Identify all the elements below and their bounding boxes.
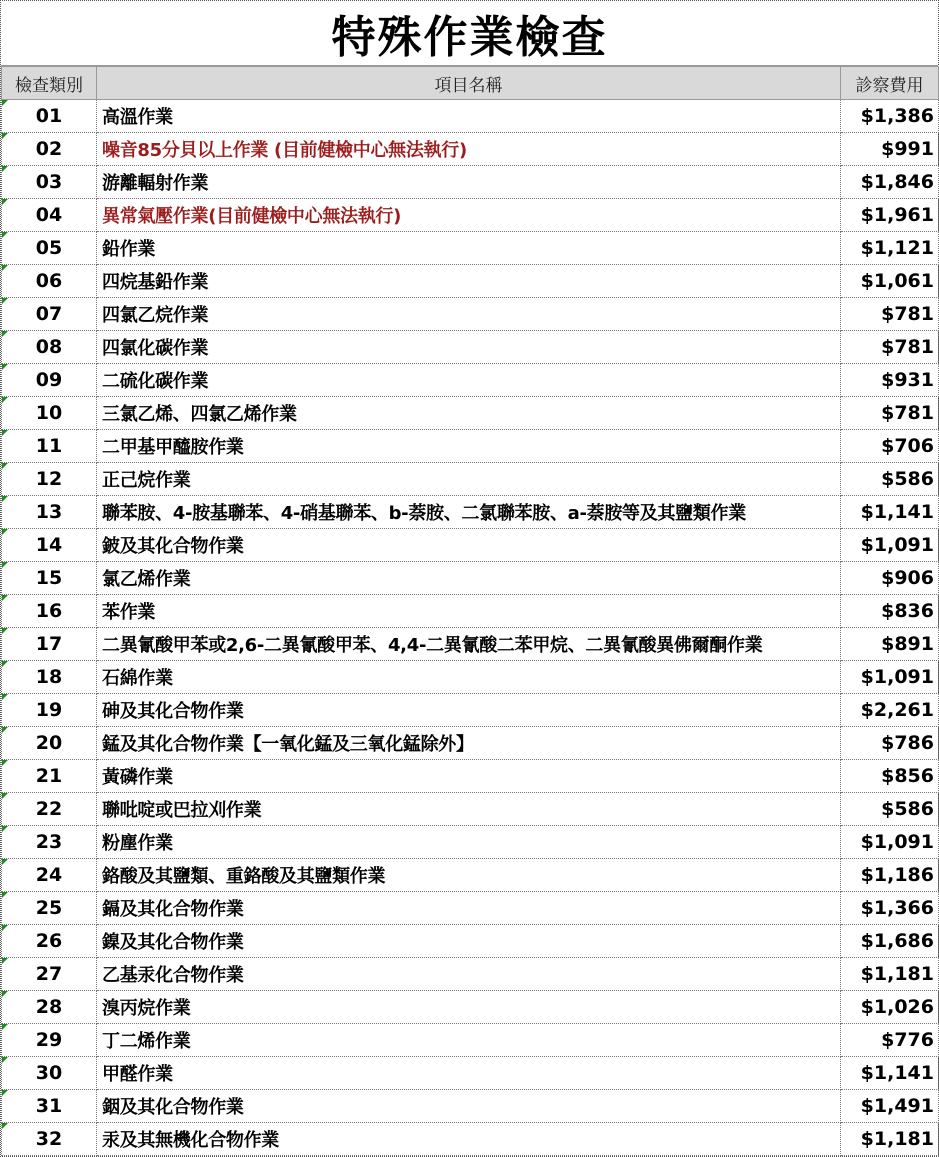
table-row	[2, 199, 939, 232]
category-code-cell[interactable]: 15	[2, 562, 97, 595]
item-name-cell[interactable]: 四烷基鉛作業	[97, 265, 841, 298]
table-row	[2, 1090, 939, 1123]
item-name-cell[interactable]: 砷及其化合物作業	[97, 694, 841, 727]
fee-cell[interactable]: $1,141	[841, 1057, 939, 1090]
item-name-cell[interactable]: 鉻酸及其鹽類、重鉻酸及其鹽類作業	[97, 859, 841, 892]
table-row	[2, 562, 939, 595]
category-code-cell[interactable]: 23	[2, 826, 97, 859]
category-code-cell[interactable]: 25	[2, 892, 97, 925]
table-row	[2, 958, 939, 991]
table-body	[2, 100, 939, 1156]
fee-cell[interactable]: $1,026	[841, 991, 939, 1024]
table-row	[2, 166, 939, 199]
table-row	[2, 496, 939, 529]
category-code-cell[interactable]: 12	[2, 463, 97, 496]
fee-cell[interactable]: $836	[841, 595, 939, 628]
category-code-cell[interactable]: 24	[2, 859, 97, 892]
fee-cell[interactable]: $781	[841, 331, 939, 364]
fee-cell[interactable]: $2,261	[841, 694, 939, 727]
category-code-cell[interactable]: 21	[2, 760, 97, 793]
table-row	[2, 694, 939, 727]
table-row	[2, 727, 939, 760]
page-title: 特殊作業檢查	[1, 1, 938, 66]
category-code-cell[interactable]: 03	[2, 166, 97, 199]
item-name-cell[interactable]: 二甲基甲醯胺作業	[97, 430, 841, 463]
fee-cell[interactable]: $1,091	[841, 529, 939, 562]
fee-cell[interactable]: $1,386	[841, 100, 939, 133]
category-code-cell[interactable]: 09	[2, 364, 97, 397]
table-row	[2, 760, 939, 793]
fee-cell[interactable]: $1,686	[841, 925, 939, 958]
table-row	[2, 1024, 939, 1057]
item-name-cell[interactable]: 三氯乙烯、四氯乙烯作業	[97, 397, 841, 430]
item-name-cell[interactable]: 石綿作業	[97, 661, 841, 694]
table-row	[2, 529, 939, 562]
item-name-cell[interactable]: 丁二烯作業	[97, 1024, 841, 1057]
category-code-cell[interactable]: 16	[2, 595, 97, 628]
category-code-cell[interactable]: 32	[2, 1123, 97, 1156]
item-name-cell[interactable]: 錳及其化合物作業【一氧化錳及三氧化錳除外】	[97, 727, 841, 760]
table-row	[2, 232, 939, 265]
item-name-cell[interactable]: 二硫化碳作業	[97, 364, 841, 397]
fee-cell[interactable]: $1,366	[841, 892, 939, 925]
item-name-cell[interactable]: 溴丙烷作業	[97, 991, 841, 1024]
table-row	[2, 1123, 939, 1156]
category-code-cell[interactable]: 29	[2, 1024, 97, 1057]
fee-cell[interactable]: $1,091	[841, 661, 939, 694]
item-name-cell[interactable]: 銦及其化合物作業	[97, 1090, 841, 1123]
table-row	[2, 133, 939, 166]
header-row	[2, 67, 939, 100]
fee-cell[interactable]: $1,091	[841, 826, 939, 859]
item-name-cell[interactable]: 四氯化碳作業	[97, 331, 841, 364]
header-category[interactable]: 檢查類別	[2, 67, 97, 100]
category-code-cell[interactable]: 28	[2, 991, 97, 1024]
table-row	[2, 892, 939, 925]
table-row	[2, 364, 939, 397]
category-code-cell[interactable]: 10	[2, 397, 97, 430]
item-name-cell[interactable]: 聯苯胺、4-胺基聯苯、4-硝基聯苯、b-萘胺、二氯聯苯胺、a-萘胺等及其鹽類作業	[97, 496, 841, 529]
fee-cell[interactable]: $1,961	[841, 199, 939, 232]
fee-cell[interactable]: $1,141	[841, 496, 939, 529]
item-name-cell[interactable]: 正己烷作業	[97, 463, 841, 496]
exam-fee-table	[1, 66, 939, 1156]
item-name-cell[interactable]: 汞及其無機化合物作業	[97, 1123, 841, 1156]
item-name-cell[interactable]: 黃磷作業	[97, 760, 841, 793]
header-fee[interactable]: 診察費用	[841, 67, 939, 100]
fee-cell[interactable]: $781	[841, 298, 939, 331]
table-row	[2, 661, 939, 694]
category-code-cell[interactable]: 05	[2, 232, 97, 265]
fee-cell[interactable]: $586	[841, 463, 939, 496]
category-code-cell[interactable]: 22	[2, 793, 97, 826]
table-row	[2, 397, 939, 430]
fee-cell[interactable]: $906	[841, 562, 939, 595]
fee-cell[interactable]: $856	[841, 760, 939, 793]
category-code-cell[interactable]: 07	[2, 298, 97, 331]
item-name-cell[interactable]: 鈹及其化合物作業	[97, 529, 841, 562]
fee-cell[interactable]: $1,181	[841, 1123, 939, 1156]
item-name-cell[interactable]: 苯作業	[97, 595, 841, 628]
category-code-cell[interactable]: 26	[2, 925, 97, 958]
category-code-cell[interactable]: 17	[2, 628, 97, 661]
table-row	[2, 826, 939, 859]
fee-cell[interactable]: $1,061	[841, 265, 939, 298]
item-name-cell[interactable]: 游離輻射作業	[97, 166, 841, 199]
table-row	[2, 793, 939, 826]
table-row	[2, 430, 939, 463]
fee-cell[interactable]: $991	[841, 133, 939, 166]
fee-cell[interactable]: $1,491	[841, 1090, 939, 1123]
item-name-cell[interactable]: 鎘及其化合物作業	[97, 892, 841, 925]
category-code-cell[interactable]: 11	[2, 430, 97, 463]
category-code-cell[interactable]: 14	[2, 529, 97, 562]
header-item-name[interactable]: 項目名稱	[97, 67, 841, 100]
table-row	[2, 298, 939, 331]
item-name-cell[interactable]: 四氯乙烷作業	[97, 298, 841, 331]
item-name-cell[interactable]: 異常氣壓作業(目前健檢中心無法執行)	[97, 199, 841, 232]
item-name-cell[interactable]: 鎳及其化合物作業	[97, 925, 841, 958]
table-row	[2, 925, 939, 958]
fee-cell[interactable]: $776	[841, 1024, 939, 1057]
category-code-cell[interactable]: 04	[2, 199, 97, 232]
table-row	[2, 265, 939, 298]
category-code-cell[interactable]: 13	[2, 496, 97, 529]
fee-cell[interactable]: $706	[841, 430, 939, 463]
table-row	[2, 628, 939, 661]
category-code-cell[interactable]: 20	[2, 727, 97, 760]
item-name-cell[interactable]: 甲醛作業	[97, 1057, 841, 1090]
item-name-cell[interactable]: 聯吡啶或巴拉刈作業	[97, 793, 841, 826]
fee-cell[interactable]: $1,186	[841, 859, 939, 892]
fee-cell[interactable]: $586	[841, 793, 939, 826]
table-row	[2, 991, 939, 1024]
item-name-cell[interactable]: 鉛作業	[97, 232, 841, 265]
table-row	[2, 859, 939, 892]
item-name-cell[interactable]: 粉塵作業	[97, 826, 841, 859]
fee-cell[interactable]: $781	[841, 397, 939, 430]
item-name-cell[interactable]: 乙基汞化合物作業	[97, 958, 841, 991]
category-code-cell[interactable]: 02	[2, 133, 97, 166]
category-code-cell[interactable]: 18	[2, 661, 97, 694]
category-code-cell[interactable]: 27	[2, 958, 97, 991]
fee-cell[interactable]: $891	[841, 628, 939, 661]
table-row	[2, 463, 939, 496]
fee-cell[interactable]: $1,846	[841, 166, 939, 199]
item-name-cell[interactable]: 噪音85分貝以上作業 (目前健檢中心無法執行)	[97, 133, 841, 166]
category-code-cell[interactable]: 31	[2, 1090, 97, 1123]
category-code-cell[interactable]: 19	[2, 694, 97, 727]
fee-cell[interactable]: $1,181	[841, 958, 939, 991]
category-code-cell[interactable]: 30	[2, 1057, 97, 1090]
table-row	[2, 331, 939, 364]
fee-cell[interactable]: $786	[841, 727, 939, 760]
category-code-cell[interactable]: 08	[2, 331, 97, 364]
fee-cell[interactable]: $931	[841, 364, 939, 397]
fee-cell[interactable]: $1,121	[841, 232, 939, 265]
table-row	[2, 100, 939, 133]
table-row	[2, 1057, 939, 1090]
item-name-cell[interactable]: 二異氰酸甲苯或2,6-二異氰酸甲苯、4,4-二異氰酸二苯甲烷、二異氰酸異佛爾酮作業	[97, 628, 841, 661]
item-name-cell[interactable]: 氯乙烯作業	[97, 562, 841, 595]
category-code-cell[interactable]: 06	[2, 265, 97, 298]
item-name-cell[interactable]: 高溫作業	[97, 100, 841, 133]
table-row	[2, 595, 939, 628]
category-code-cell[interactable]: 01	[2, 100, 97, 133]
